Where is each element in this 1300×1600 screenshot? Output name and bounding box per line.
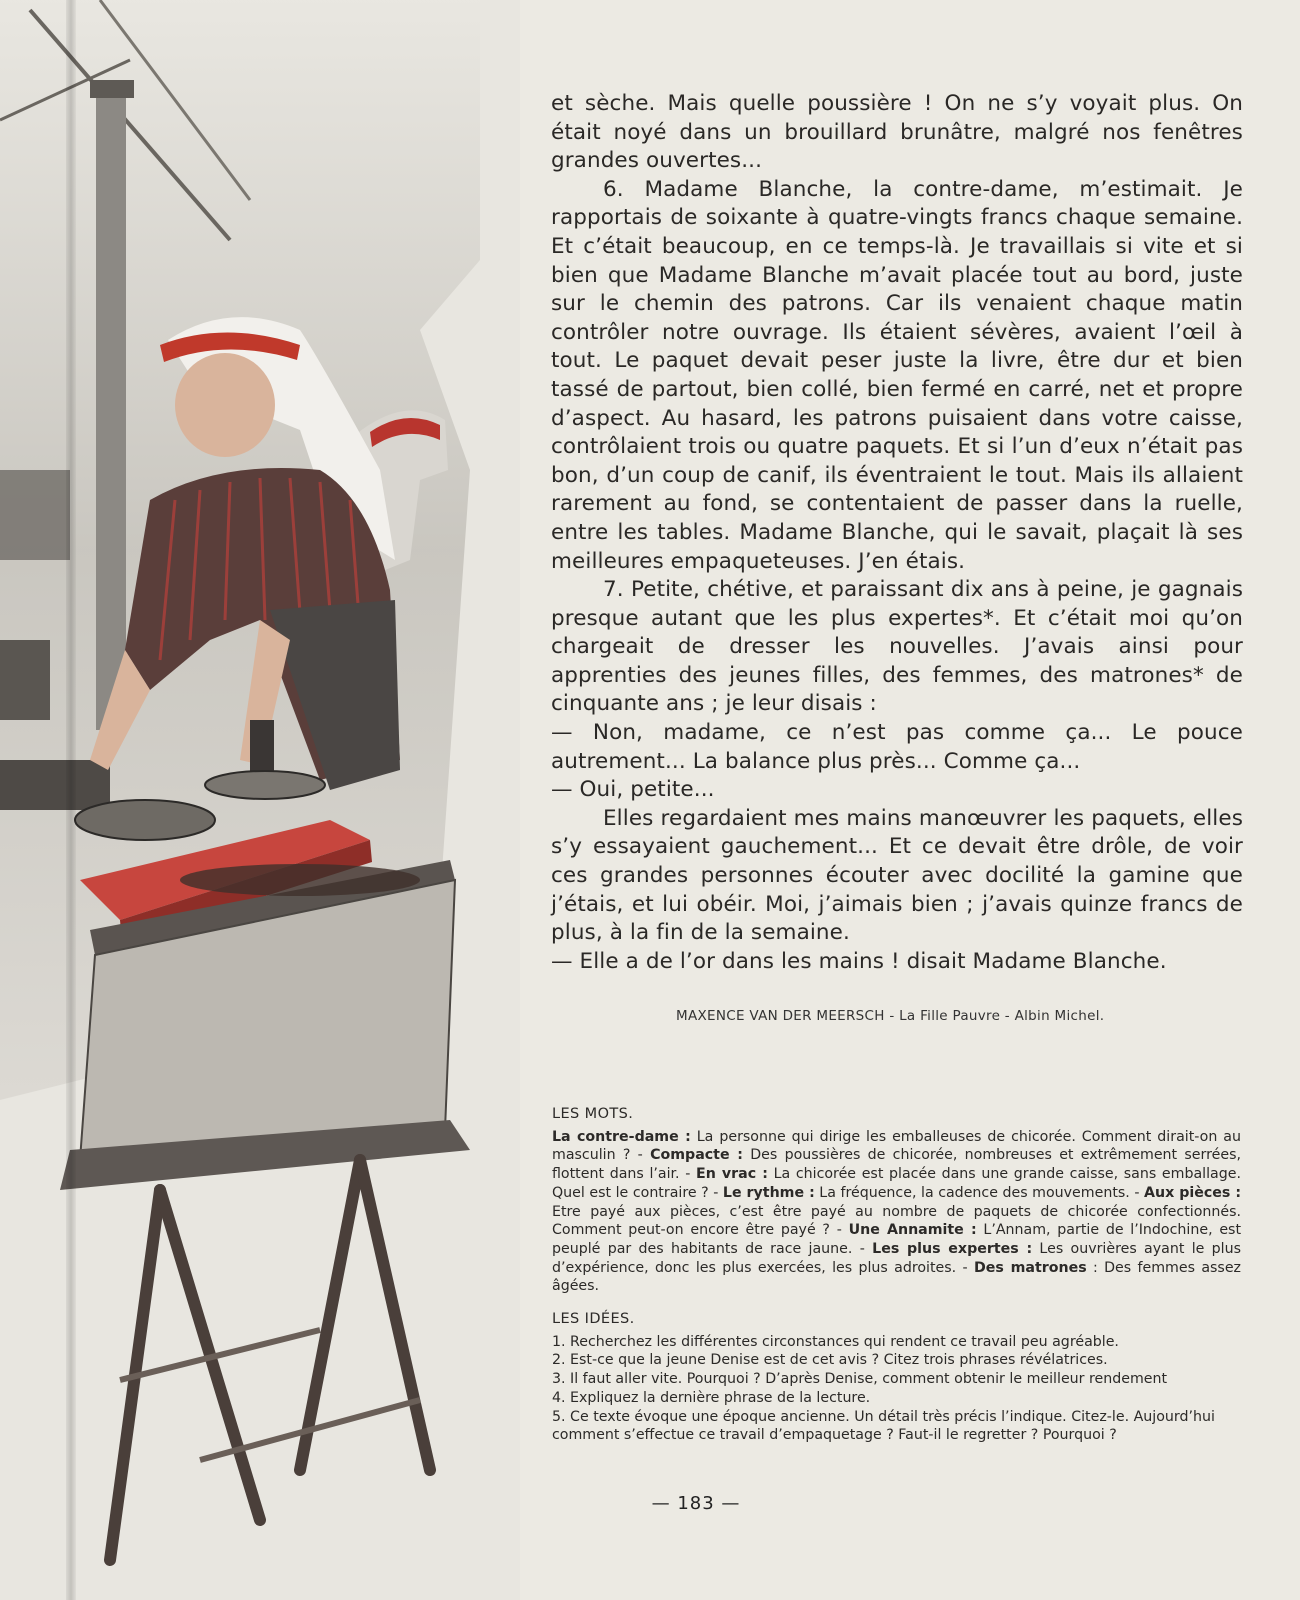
page-gutter-shadow [66,0,76,1600]
mots-definitions [552,1128,1241,1296]
idees-list [552,1333,1241,1445]
factory-worker-illustration [0,0,520,1600]
illustration [0,0,520,1600]
definition: Les ouvrières ayant le plus d’expérience, donc les plus exercées, les plus adroites. - [552,1240,1242,1276]
question-item: 3. Il faut aller vite. Pourquoi ? D’après Denise, comment obtenir le meilleur rendement [552,1371,1168,1388]
term: Les plus expertes : [872,1240,1033,1257]
dialog-line: — Non, madame, ce n’est pas comme ça... Le pouce autrement... La balance plus près... Comme ça... [551,720,1243,774]
idees-heading: LES IDÉES. [552,1311,635,1328]
definition: La personne qui dirige les emballeuses de chicorée. Comment dirait-on au masculin ? - [552,1128,1241,1164]
term: Compacte : [650,1147,743,1164]
definition: : Des femmes assez âgées. [552,1259,1241,1295]
term: En vrac : [696,1166,768,1183]
definition: La chicorée est placée dans une grande caisse, sans emballage. Quel est le contraire ? - [552,1166,1241,1201]
term: La contre-dame : [552,1128,691,1145]
page-number: — 183 — [651,1493,741,1514]
dialog-line: — Oui, petite... [551,777,715,803]
source-attribution: MAXENCE VAN DER MEERSCH - La Fille Pauvre - Albin Michel. [676,1008,1105,1024]
question-item: 1. Recherchez les différentes circonstances qui rendent ce travail peu agréable. [552,1333,1119,1350]
reading-text [551,90,1243,976]
question-item: 2. Est-ce que la jeune Denise est de cet avis ? Citez trois phrases révélatrices. [552,1352,1108,1369]
question-item: 4. Expliquez la dernière phrase de la lecture. [552,1389,871,1406]
paragraph-7: 7. Petite, chétive, et paraissant dix ans à peine, je gagnais presque autant que les plus expertes*. Et c’était moi qu’on chargeait de dresser les nouvelles. J’avais ainsi pour apprenties des jeunes filles, des femmes, des matrones* de cinquante ans ; je leur disais : [551,577,1243,717]
paragraph-hands: Elles regardaient mes mains manœuvrer les paquets, elles s’y essayaient gauchement... Et ce devait être drôle, de voir ces grandes personnes écouter avec docilité la gamine que j’étais, et lui obéir. Moi, j’aimais bien ; j’avais quinze francs de plus, à la fin de la semaine. [551,805,1243,946]
paragraph-6: 6. Madame Blanche, la contre-dame, m’estimait. Je rapportais de soixante à quatre-vingts francs chaque semaine. Et c’était beaucoup, en ce temps-là. Je travaillais si vite et si bien que Madame Blanche m’avait placée tout au bord, juste sur le chemin des patrons. Car ils venaient chaque matin contrôler notre ouvrage. Ils étaient sévères, avaient l’œil à tout. Le paquet devait peser juste la livre, être dur et bien tassé de partout, bien collé, bien fermé en carré, net et propre d’aspect. Au hasard, les patrons puisaient dans votre caisse, contrôlaient trois ou quatre paquets. Et si l’un d’eux n’était pas bon, d’un coup de canif, ils éventraient le tout. Mais ils allaient rarement au fond, se contentaient de passer dans la ruelle, entre les tables. Madame Blanche, qui le savait, plaçait là ses meilleures empaqueteuses. J’en étais. [551,176,1243,574]
paragraph-continued: et sèche. Mais quelle poussière ! On ne s’y voyait plus. On était noyé dans un brouillard brunâtre, malgré nos fenêtres grandes ouvertes... [551,91,1243,174]
dialog-line: — Elle a de l’or dans les mains ! disait Madame Blanche. [551,948,1167,974]
mots-heading: LES MOTS. [552,1106,634,1122]
question-item: 5. Ce texte évoque une époque ancienne. Un détail très précis l’indique. Citez-le. Aujourd’hui comment s’effectue ce travail d’empaquetage ? Faut-il le regretter ? Pourquoi ? [552,1408,1215,1444]
term: Des matrones [974,1259,1087,1276]
definition: La fréquence, la cadence des mouvements. - [814,1184,1145,1201]
idees-section [552,1310,1241,1445]
definition: Des poussières de chicorée, nombreuses et extrêmement serrées, flottent dans l’air. - [552,1147,1241,1183]
term: Une Annamite : [848,1222,977,1239]
definition: Etre payé aux pièces, c’est être payé au nombre de paquets de chicorée confectionnés. Comment peut-on encore être payé ? - [552,1203,1241,1239]
exercise-notes [552,1105,1241,1445]
term: Aux pièces : [1144,1184,1242,1201]
definition: L’Annam, partie de l’Indochine, est peuplé par des habitants de race jaune. - [552,1222,1242,1257]
term: Le rythme : [722,1184,815,1201]
